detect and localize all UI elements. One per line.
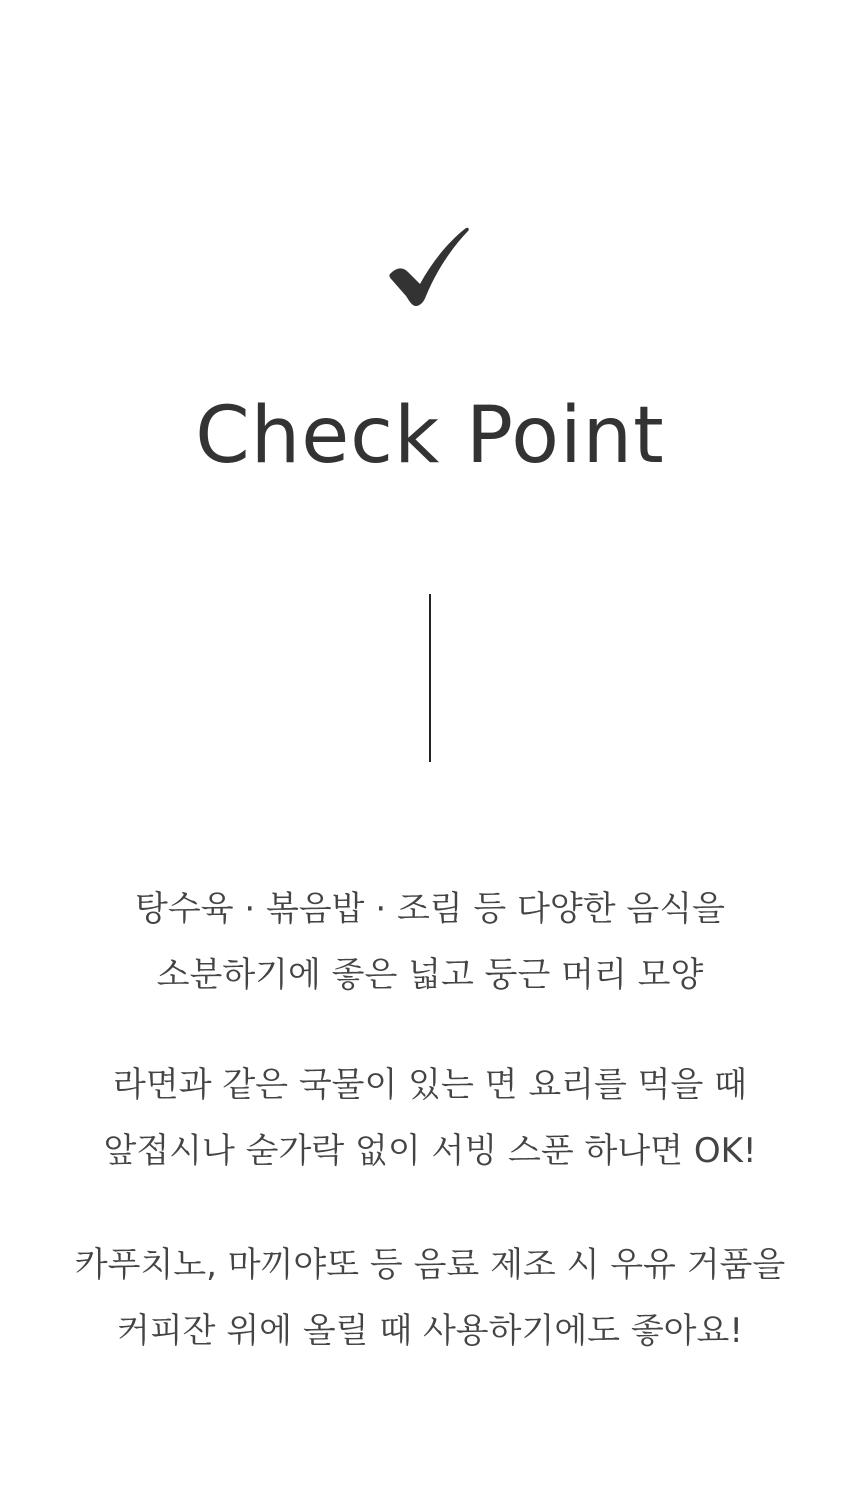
description-line: 라면과 같은 국물이 있는 면 요리를 먹을 때 [113, 1065, 747, 1105]
vertical-divider [429, 594, 431, 762]
check-mark-icon [386, 226, 472, 308]
description-paragraph-1 [0, 876, 860, 1008]
description-paragraph-2 [0, 1052, 860, 1184]
description-line: 탕수육 · 볶음밥 · 조림 등 다양한 음식을 [135, 889, 725, 929]
description-line: 카푸치노, 마끼야또 등 음료 제조 시 우유 거품을 [74, 1245, 786, 1285]
description-line: 소분하기에 좋은 넓고 둥근 머리 모양 [156, 955, 704, 995]
description-line: 커피잔 위에 올릴 때 사용하기에도 좋아요! [116, 1311, 743, 1351]
description-line: 앞접시나 숟가락 없이 서빙 스푼 하나면 OK! [103, 1131, 757, 1171]
page-title: Check Point [195, 391, 665, 481]
description-paragraph-3 [0, 1232, 860, 1364]
